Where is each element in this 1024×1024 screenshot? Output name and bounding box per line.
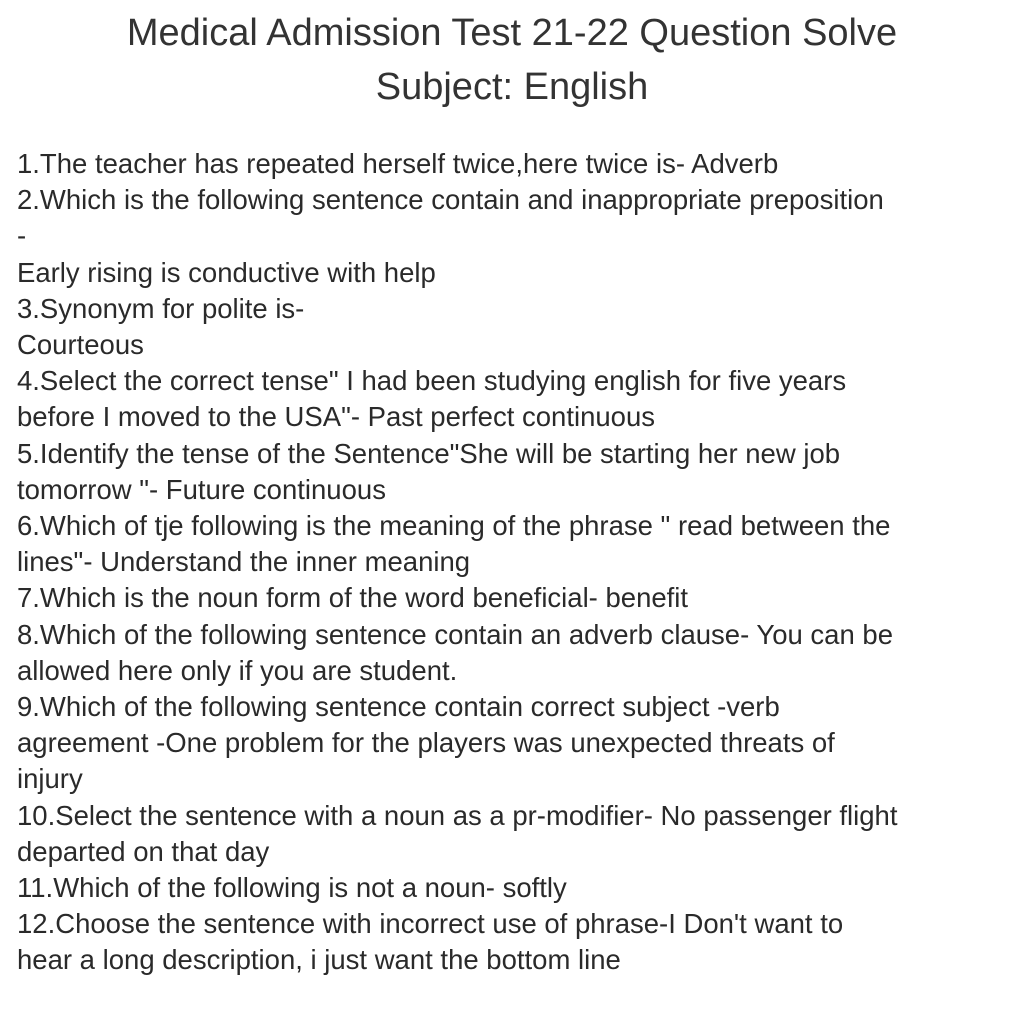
question-6-continuation: lines"- Understand the inner meaning: [17, 546, 471, 578]
question-7-line: 7.Which is the noun form of the word beneficial- benefit: [17, 582, 689, 614]
question-4-line: 4.Select the correct tense" I had been studying english for five years: [17, 365, 847, 397]
question-1-line: 1.The teacher has repeated herself twice,here twice is- Adverb: [17, 148, 779, 179]
question-12-line: 12.Choose the sentence with incorrect use of phrase-I Don't want to: [17, 908, 844, 940]
question-4-continuation: before I moved to the USA"- Past perfect continuous: [17, 401, 656, 433]
question-9-continuation: agreement -One problem for the players was unexpected threats of: [17, 727, 835, 759]
question-12-continuation: hear a long description, i just want the bottom line: [17, 944, 621, 976]
question-10-continuation: departed on that day: [17, 835, 270, 867]
question-3-answer: Courteous: [17, 329, 144, 361]
question-5-continuation: tomorrow "- Future continuous: [17, 473, 386, 505]
page-title: Medical Admission Test 21-22 Question Solve: [126, 12, 898, 54]
question-10-line: 10.Select the sentence with a noun as a pr-modifier- No passenger flight: [17, 799, 898, 831]
question-11-line: 11.Which of the following is not a noun- softly: [17, 872, 567, 904]
question-list: [17, 146, 1007, 979]
question-5-line: 5.Identify the tense of the Sentence"She will be starting her new job: [17, 437, 841, 469]
question-3-line: 3.Synonym for polite is-: [17, 292, 305, 324]
question-8-continuation: allowed here only if you are student.: [17, 654, 458, 686]
question-9-line: 9.Which of the following sentence contain correct subject -verb: [17, 691, 780, 723]
page-header: [0, 6, 1024, 114]
question-2-dash: -: [17, 220, 27, 252]
question-8-line: 8.Which of the following sentence contain an adverb clause- You can be: [17, 618, 893, 650]
question-2-line: 2.Which is the following sentence contain and inappropriate preposition: [17, 184, 884, 216]
question-2-answer: Early rising is conductive with help: [17, 256, 436, 288]
question-6-line: 6.Which of tje following is the meaning of the phrase " read between the: [17, 510, 891, 542]
page-subtitle: Subject: English: [375, 66, 649, 108]
question-9-continuation-2: injury: [17, 763, 83, 795]
